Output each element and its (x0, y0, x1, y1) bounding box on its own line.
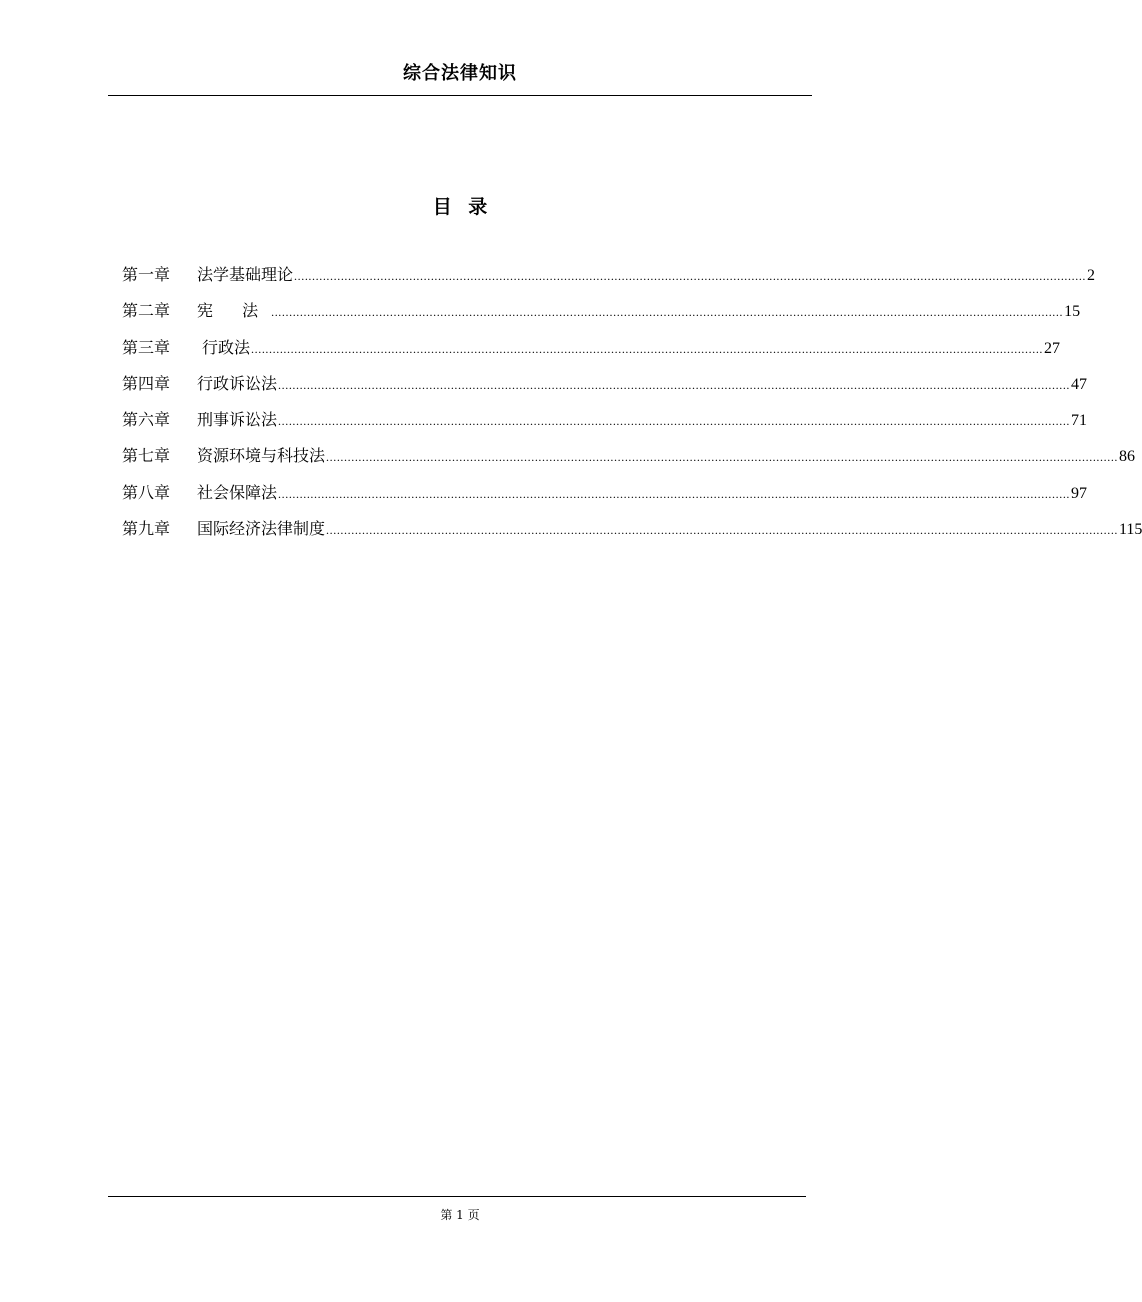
toc-chapter-number: 第九章 (122, 519, 171, 539)
toc-title: 目 录 (432, 196, 488, 218)
toc-entry-chapter-4[interactable] (122, 372, 1088, 408)
toc-chapter-number: 第六章 (122, 410, 171, 430)
toc-page-number: 86 (1119, 448, 1136, 466)
toc-dot-leader: ............................................................................................................................................................................................................................ (278, 486, 1071, 501)
toc-dot-leader: ............................................................................................................................................................................................................................ (278, 414, 1071, 429)
toc-entry-chapter-3[interactable] (122, 336, 1061, 372)
toc-chapter-number: 第二章 (122, 301, 171, 321)
toc-chapter-number: 第七章 (122, 446, 171, 466)
toc-entry-chapter-7[interactable] (122, 444, 1136, 480)
toc-chapter-name: 行政法 (202, 337, 251, 357)
footer-page-number: 第 1 页 (440, 1208, 480, 1222)
header-divider (108, 95, 812, 96)
document-header-title: 综合法律知识 (403, 63, 517, 84)
toc-dot-leader: ............................................................................................................................................................................................................................ (326, 450, 1119, 465)
toc-entry-chapter-9[interactable] (122, 517, 1142, 553)
toc-chapter-name: 法学基础理论 (197, 265, 294, 284)
toc-chapter-name: 资源环境与科技法 (197, 446, 326, 466)
toc-chapter-name: 刑事诉讼法 (197, 410, 278, 430)
toc-chapter-name: 宪 法 (197, 301, 271, 321)
toc-chapter-name: 国际经济法律制度 (197, 519, 326, 539)
toc-chapter-number: 第八章 (122, 482, 171, 502)
toc-entry-chapter-6[interactable] (122, 408, 1088, 444)
toc-page-number: 115 (1119, 521, 1142, 539)
toc-dot-leader: ............................................................................................................................................................................................................................ (326, 523, 1119, 538)
toc-entry-chapter-8[interactable] (122, 481, 1088, 517)
toc-chapter-name: 行政诉讼法 (197, 373, 278, 393)
toc-page-number: 47 (1071, 375, 1088, 393)
toc-page-number: 71 (1071, 412, 1088, 430)
toc-entry-chapter-2[interactable] (122, 299, 1081, 335)
toc-entry-chapter-1[interactable] (122, 263, 1096, 299)
toc-page-number: 27 (1044, 339, 1061, 357)
toc-dot-leader: ............................................................................................................................................................................................................................ (251, 341, 1044, 356)
toc-chapter-number: 第三章 (122, 337, 171, 357)
toc-dot-leader: ............................................................................................................................................................................................................................ (278, 377, 1071, 392)
toc-dot-leader: ............................................................................................................................................................................................................................ (271, 305, 1064, 320)
toc-page-number: 97 (1071, 484, 1088, 502)
toc-page-number: 15 (1064, 303, 1081, 321)
toc-chapter-number: 第一章 (122, 265, 171, 284)
footer-divider (108, 1196, 806, 1197)
toc-page-number: 2 (1087, 267, 1096, 284)
toc-chapter-name: 社会保障法 (197, 482, 278, 502)
table-of-contents (122, 263, 1142, 553)
toc-dot-leader: ............................................................................................................................................................................................................................ (294, 269, 1087, 283)
toc-chapter-number: 第四章 (122, 373, 171, 393)
